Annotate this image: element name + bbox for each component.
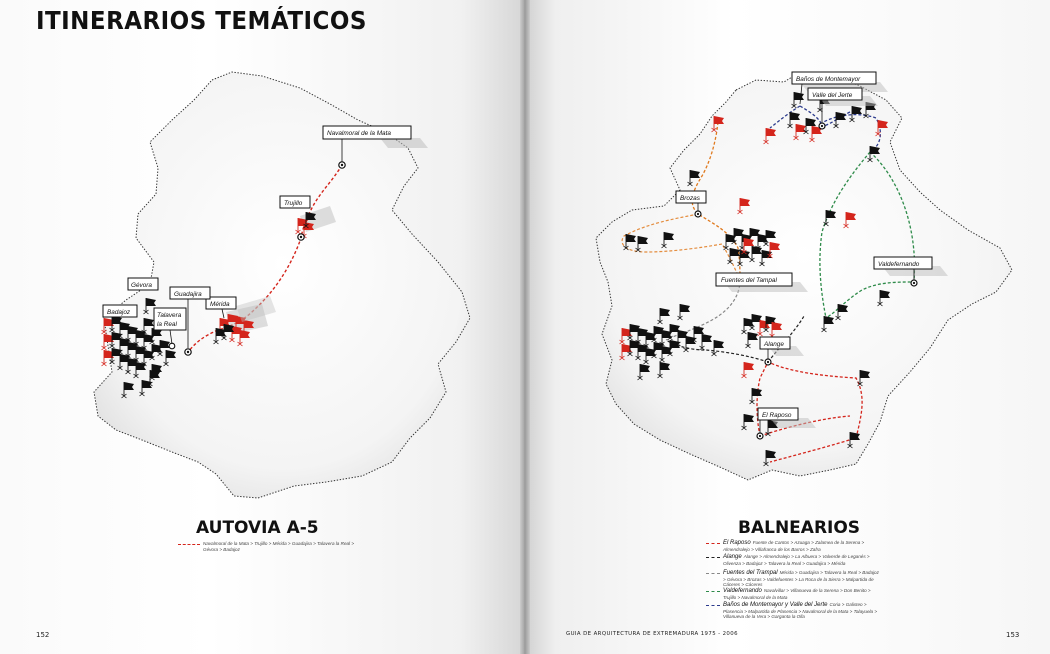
legend-route: Fuente de Cantos > Azuaga > Zalamea de la Serena > Almendralejo > Villafranca de los Barros > Zafra xyxy=(723,540,865,552)
page-number-right: 153 xyxy=(1006,631,1020,639)
legend-name: El Raposo xyxy=(723,540,751,546)
legend-text xyxy=(723,602,882,620)
svg-text:Brozas: Brozas xyxy=(680,195,700,202)
label-badajoz xyxy=(103,305,137,317)
legend-item xyxy=(706,570,882,588)
svg-text:Guadajira: Guadajira xyxy=(174,291,202,298)
legend-balnearios xyxy=(706,540,882,630)
label-gevora xyxy=(128,278,158,290)
page-number-left: 152 xyxy=(36,631,50,639)
right-map xyxy=(596,72,1012,480)
spread-title: ITINERARIOS TEMÁTICOS xyxy=(36,6,367,35)
svg-text:Baños de Montemayor: Baños de Montemayor xyxy=(796,76,861,83)
legend-text xyxy=(723,570,882,588)
legend-text xyxy=(723,540,882,552)
left-map xyxy=(94,72,470,498)
map-title-autovia: AUTOVIA A-5 xyxy=(196,518,319,538)
legend-line-red xyxy=(178,544,200,545)
svg-text:Trujillo: Trujillo xyxy=(284,200,303,207)
svg-text:Talavera: Talavera xyxy=(157,312,182,319)
legend-name: Fuentes del Trampal xyxy=(723,570,778,576)
legend-text xyxy=(723,554,882,566)
legend-route: Alange > Almendralejo > La Albuera > Valverde de Leganés > Olivenza > Badajoz > Talavera la Real > Guadajira > Mérida xyxy=(723,554,870,566)
legend-item xyxy=(706,602,882,620)
legend-name: Alange xyxy=(723,554,742,560)
label-trujillo xyxy=(280,196,310,208)
legend-route: Coria > Galisteo > Plasencia > Malpartida de Plasencia > Navalmoral de la Mata > Talayuela > Villanueva de la Vera > Garganta la Olla xyxy=(723,602,878,620)
legend-autovia xyxy=(178,541,358,552)
svg-text:la Real: la Real xyxy=(157,321,177,328)
legend-item xyxy=(706,540,882,552)
legend-name: Valdefernando xyxy=(723,588,762,594)
svg-text:Badajoz: Badajoz xyxy=(107,309,131,316)
svg-text:Navalmoral de la Mata: Navalmoral de la Mata xyxy=(327,130,391,137)
legend-name: Baños de Montemayor y Valle del Jerte xyxy=(723,602,828,608)
svg-text:Mérida: Mérida xyxy=(210,301,230,308)
legend-route: Navalvillar > Villanueva de la Serena > Don Benito > Trujillo > Navalmoral de la Mata xyxy=(723,588,871,600)
legend-line xyxy=(706,573,720,574)
legend-line xyxy=(706,543,720,544)
svg-text:Valdefernando: Valdefernando xyxy=(878,261,920,268)
legend-line xyxy=(706,557,720,558)
legend-item xyxy=(706,588,882,600)
svg-text:Valle del Jerte: Valle del Jerte xyxy=(812,92,853,99)
svg-text:Fuentes del Tampal: Fuentes del Tampal xyxy=(721,277,777,284)
legend-line xyxy=(706,605,720,606)
legend-text xyxy=(723,588,882,600)
legend-line xyxy=(706,591,720,592)
svg-text:Alange: Alange xyxy=(764,341,784,348)
svg-text:Gévora: Gévora xyxy=(131,282,152,289)
map-title-balnearios: BALNEARIOS xyxy=(738,518,861,538)
footer-book-title: GUIA DE ARQUITECTURA DE EXTREMADURA 1975 - 2006 xyxy=(566,631,738,637)
svg-text:El Raposo: El Raposo xyxy=(762,412,792,419)
legend-route: Mérida > Guadajira > Talavera la Real > Badajoz > Gévora > Brozas > Valdefuentes > La Roca de la Sierra > Malpartida de Cáceres > Cáceres xyxy=(723,570,879,588)
legend-route-autovia: Navalmoral de la Mata > Trujillo > Mérida > Guadajira > Talavera la Real > Gévora > Badajoz xyxy=(203,541,355,552)
legend-item xyxy=(706,554,882,566)
